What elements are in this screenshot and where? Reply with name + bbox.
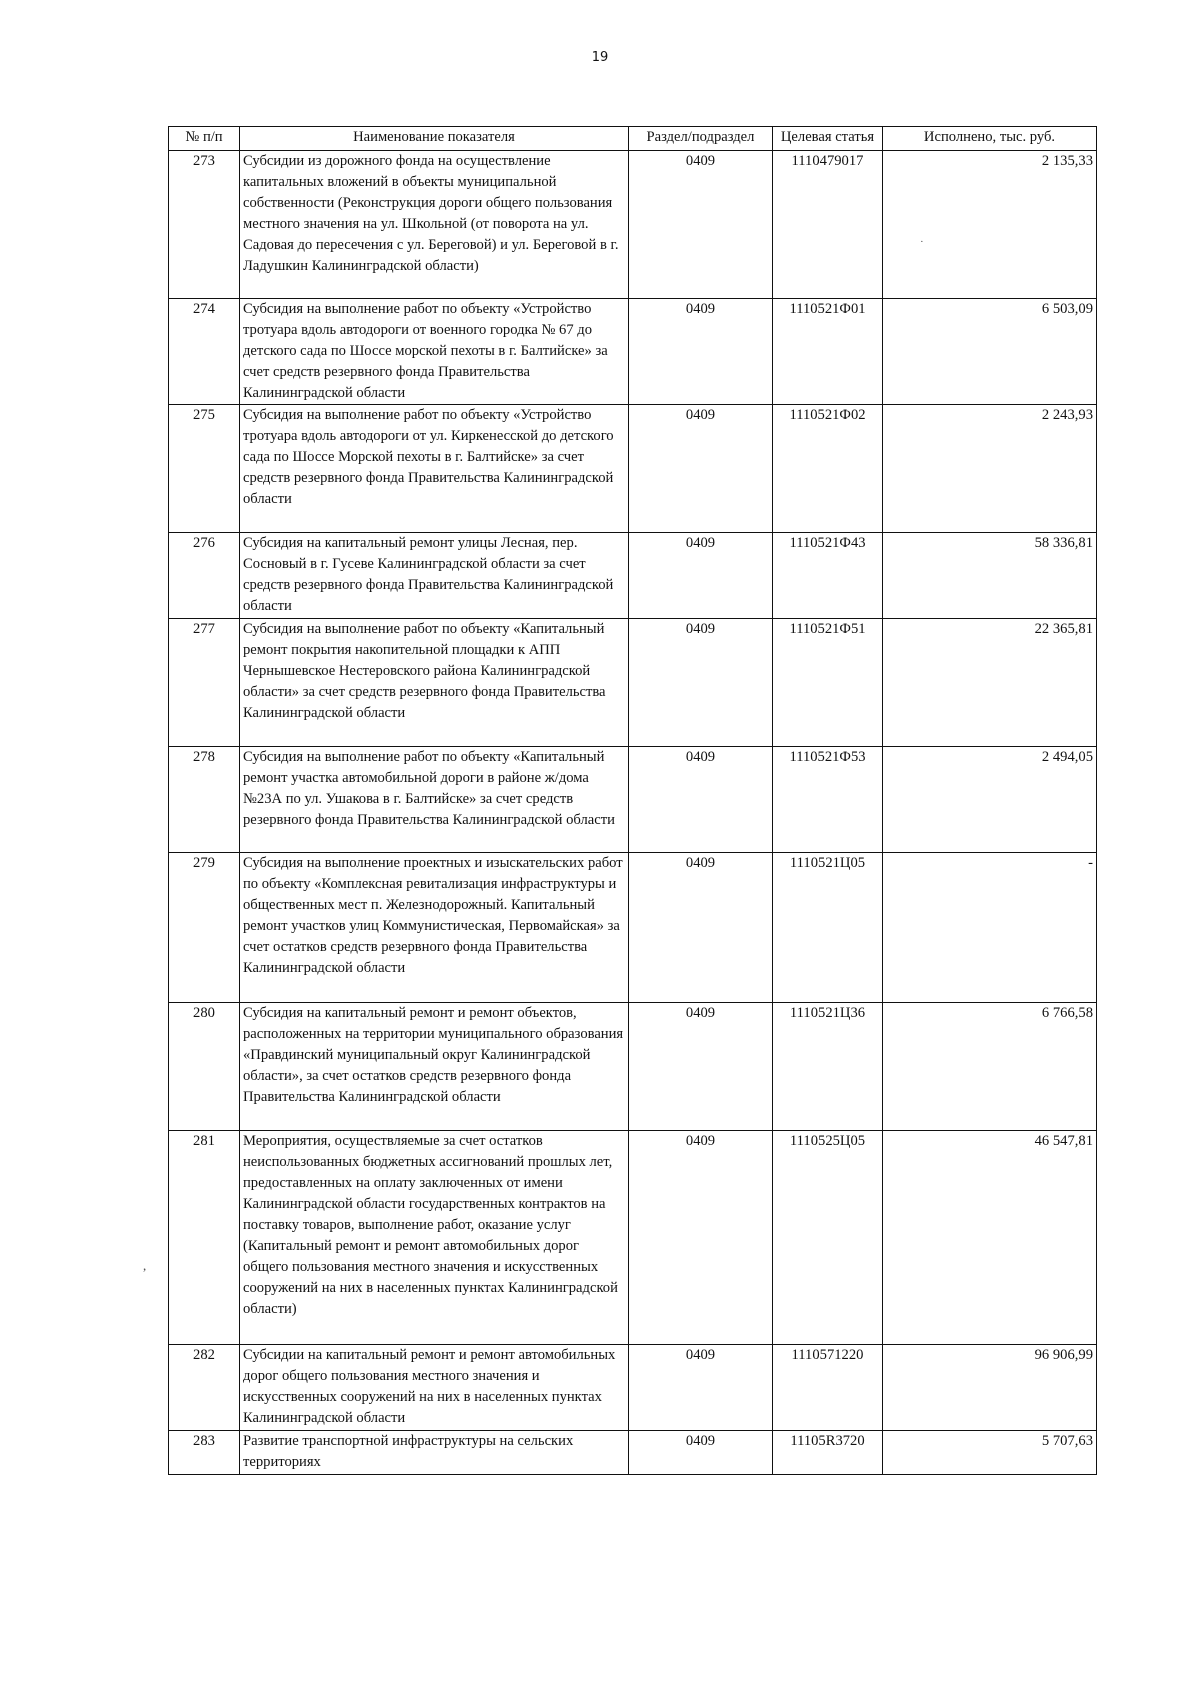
row-num: 276	[169, 533, 240, 619]
table-row	[169, 1345, 1097, 1431]
row-name: Субсидия на выполнение работ по объекту «Капитальный ремонт участка автомобильной дороги в районе ж/дома №23А по ул. Ушакова в г. Балтийске» за счет средств резервного фонда Правительства Калининградской области	[240, 747, 629, 853]
table-row	[169, 619, 1097, 747]
row-section: 0409	[629, 151, 773, 299]
row-target: 1110479017	[773, 151, 883, 299]
row-amount: 2 494,05	[883, 747, 1097, 853]
row-section: 0409	[629, 1431, 773, 1475]
row-name: Субсидия на выполнение работ по объекту «Устройство тротуара вдоль автодороги от ул. Киркенесской до детского сада по Шоссе Морской пехоты в г. Балтийске» за счет средств резервного фонда Правительства Калининградской области	[240, 405, 629, 533]
row-num: 274	[169, 299, 240, 405]
row-num: 282	[169, 1345, 240, 1431]
row-section: 0409	[629, 533, 773, 619]
row-target: 1110521Ф02	[773, 405, 883, 533]
row-target: 1110571220	[773, 1345, 883, 1431]
row-target: 11105R3720	[773, 1431, 883, 1475]
row-section: 0409	[629, 1003, 773, 1131]
row-target: 1110521Ц36	[773, 1003, 883, 1131]
row-section: 0409	[629, 853, 773, 1003]
row-num: 277	[169, 619, 240, 747]
row-name: Мероприятия, осуществляемые за счет остатков неиспользованных бюджетных ассигнований прошлых лет, предоставленных на оплату заключенных от имени Калининградской области государственных контрактов на поставку товаров, выполнение работ, оказание услуг (Капитальный ремонт и ремонт автомобильных дорог общего пользования местного значения и искусственных сооружений на них в населенных пунктах Калининградской области)	[240, 1131, 629, 1345]
row-amount: 46 547,81	[883, 1131, 1097, 1345]
row-name: Субсидия на выполнение проектных и изыскательских работ по объекту «Комплексная ревитализация инфраструктуры и общественных мест п. Железнодорожный. Капитальный ремонт участков улиц Коммунистическая, Первомайская» за счет остатков средств резервного фонда Правительства Калининградской области	[240, 853, 629, 1003]
header-section: Раздел/подраздел	[629, 127, 773, 151]
row-num: 275	[169, 405, 240, 533]
table-row	[169, 1131, 1097, 1345]
row-amount: 58 336,81	[883, 533, 1097, 619]
row-section: 0409	[629, 747, 773, 853]
table-row	[169, 299, 1097, 405]
scan-mark: ,	[143, 1258, 147, 1273]
row-num: 283	[169, 1431, 240, 1475]
page-number: 19	[591, 50, 609, 65]
table-row	[169, 405, 1097, 533]
row-target: 1110521Ф43	[773, 533, 883, 619]
row-target: 1110521Ф53	[773, 747, 883, 853]
row-section: 0409	[629, 619, 773, 747]
header-amount: Исполнено, тыс. руб.	[883, 127, 1097, 151]
row-target: 1110521Ц05	[773, 853, 883, 1003]
row-section: 0409	[629, 1131, 773, 1345]
row-num: 279	[169, 853, 240, 1003]
row-amount: 2 243,93	[883, 405, 1097, 533]
table-row	[169, 747, 1097, 853]
row-name: Субсидия на выполнение работ по объекту «Устройство тротуара вдоль автодороги от военного городка № 67 до детского сада по Шоссе морской пехоты в г. Балтийске» за счет средств резервного фонда Правительства Калининградской области	[240, 299, 629, 405]
table-row	[169, 151, 1097, 299]
row-name: Субсидия на выполнение работ по объекту «Капитальный ремонт покрытия накопительной площадки к АПП Чернышевское Нестеровского района Калининградской области» за счет средств резервного фонда Правительства Калининградской области	[240, 619, 629, 747]
table-row	[169, 533, 1097, 619]
row-target: 1110521Ф01	[773, 299, 883, 405]
row-name: Развитие транспортной инфраструктуры на сельских территориях	[240, 1431, 629, 1475]
row-amount: 22 365,81	[883, 619, 1097, 747]
row-amount: 6 766,58	[883, 1003, 1097, 1131]
table-header-row	[169, 127, 1097, 151]
row-name: Субсидии из дорожного фонда на осуществление капитальных вложений в объекты муниципальной собственности (Реконструкция дороги общего пользования местного значения на ул. Школьной (от поворота на ул. Садовая до пересечения с ул. Береговой) и ул. Береговой в г. Ладушкин Калининградской области)	[240, 151, 629, 299]
row-amount: 2 135,33	[883, 151, 1097, 299]
table-row	[169, 1431, 1097, 1475]
row-num: 273	[169, 151, 240, 299]
row-target: 1110525Ц05	[773, 1131, 883, 1345]
table-row	[169, 853, 1097, 1003]
row-amount: 96 906,99	[883, 1345, 1097, 1431]
scan-speck: ·	[920, 236, 924, 248]
table-row	[169, 1003, 1097, 1131]
row-num: 280	[169, 1003, 240, 1131]
row-amount: 5 707,63	[883, 1431, 1097, 1475]
row-num: 281	[169, 1131, 240, 1345]
row-amount: 6 503,09	[883, 299, 1097, 405]
row-num: 278	[169, 747, 240, 853]
row-name: Субсидии на капитальный ремонт и ремонт автомобильных дорог общего пользования местного значения и искусственных сооружений на них в населенных пунктах Калининградской области	[240, 1345, 629, 1431]
row-name: Субсидия на капитальный ремонт и ремонт объектов, расположенных на территории муниципального образования «Правдинский муниципальный округ Калининградской области», за счет остатков средств резервного фонда Правительства Калининградской области	[240, 1003, 629, 1131]
header-num: № п/п	[169, 127, 240, 151]
budget-table	[168, 126, 1097, 1475]
row-name: Субсидия на капитальный ремонт улицы Лесная, пер. Сосновый в г. Гусеве Калининградской области за счет средств резервного фонда Правительства Калининградской области	[240, 533, 629, 619]
header-name: Наименование показателя	[240, 127, 629, 151]
row-section: 0409	[629, 405, 773, 533]
header-target: Целевая статья	[773, 127, 883, 151]
row-section: 0409	[629, 299, 773, 405]
row-amount: -	[883, 853, 1097, 1003]
row-section: 0409	[629, 1345, 773, 1431]
row-target: 1110521Ф51	[773, 619, 883, 747]
